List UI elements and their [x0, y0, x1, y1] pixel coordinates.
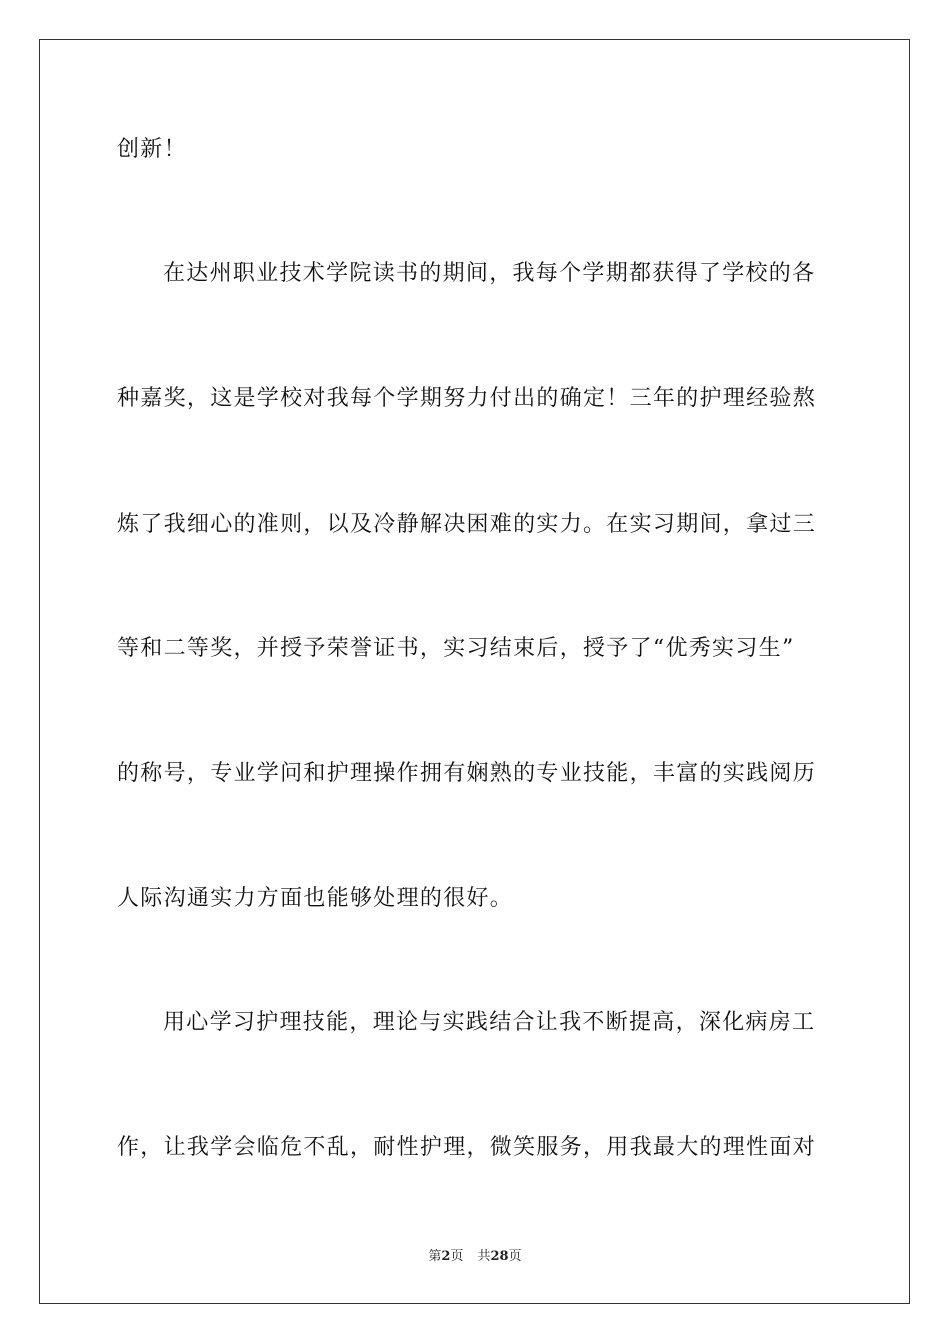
text-line-5: 等和二等奖，并授予荣誉证书，实习结束后，授予了“优秀实习生” — [117, 636, 795, 661]
total-pages: 28 — [490, 1249, 509, 1264]
text-line-9: 作，让我学会临危不乱，耐性护理，微笑服务，用我最大的理性面对 — [117, 1135, 817, 1160]
text-line-6: 的称号，专业学问和护理操作拥有娴熟的专业技能，丰富的实践阅历 — [117, 761, 817, 786]
text-line-4: 炼了我细心的准则，以及冷静解决困难的实力。在实习期间，拿过三 — [117, 512, 817, 537]
text-line-8: 用心学习护理技能，理论与实践结合让我不断提高，深化病房工 — [163, 1010, 816, 1035]
page-prefix: 第 — [428, 1249, 442, 1264]
page-footer — [0, 1248, 950, 1266]
total-prefix: 共 — [477, 1249, 491, 1264]
text-line-7: 人际沟通实力方面也能够处理的很好。 — [117, 886, 514, 911]
total-suffix: 页 — [508, 1249, 522, 1264]
text-line-2: 在达州职业技术学院读书的期间，我每个学期都获得了学校的各 — [163, 261, 816, 286]
page-suffix: 页 — [450, 1249, 464, 1264]
text-line-1: 创新！ — [117, 137, 187, 162]
text-line-3: 种嘉奖，这是学校对我每个学期努力付出的确定！三年的护理经验熬 — [117, 386, 817, 411]
page-number: 2 — [441, 1249, 451, 1264]
page-border — [39, 39, 910, 1304]
